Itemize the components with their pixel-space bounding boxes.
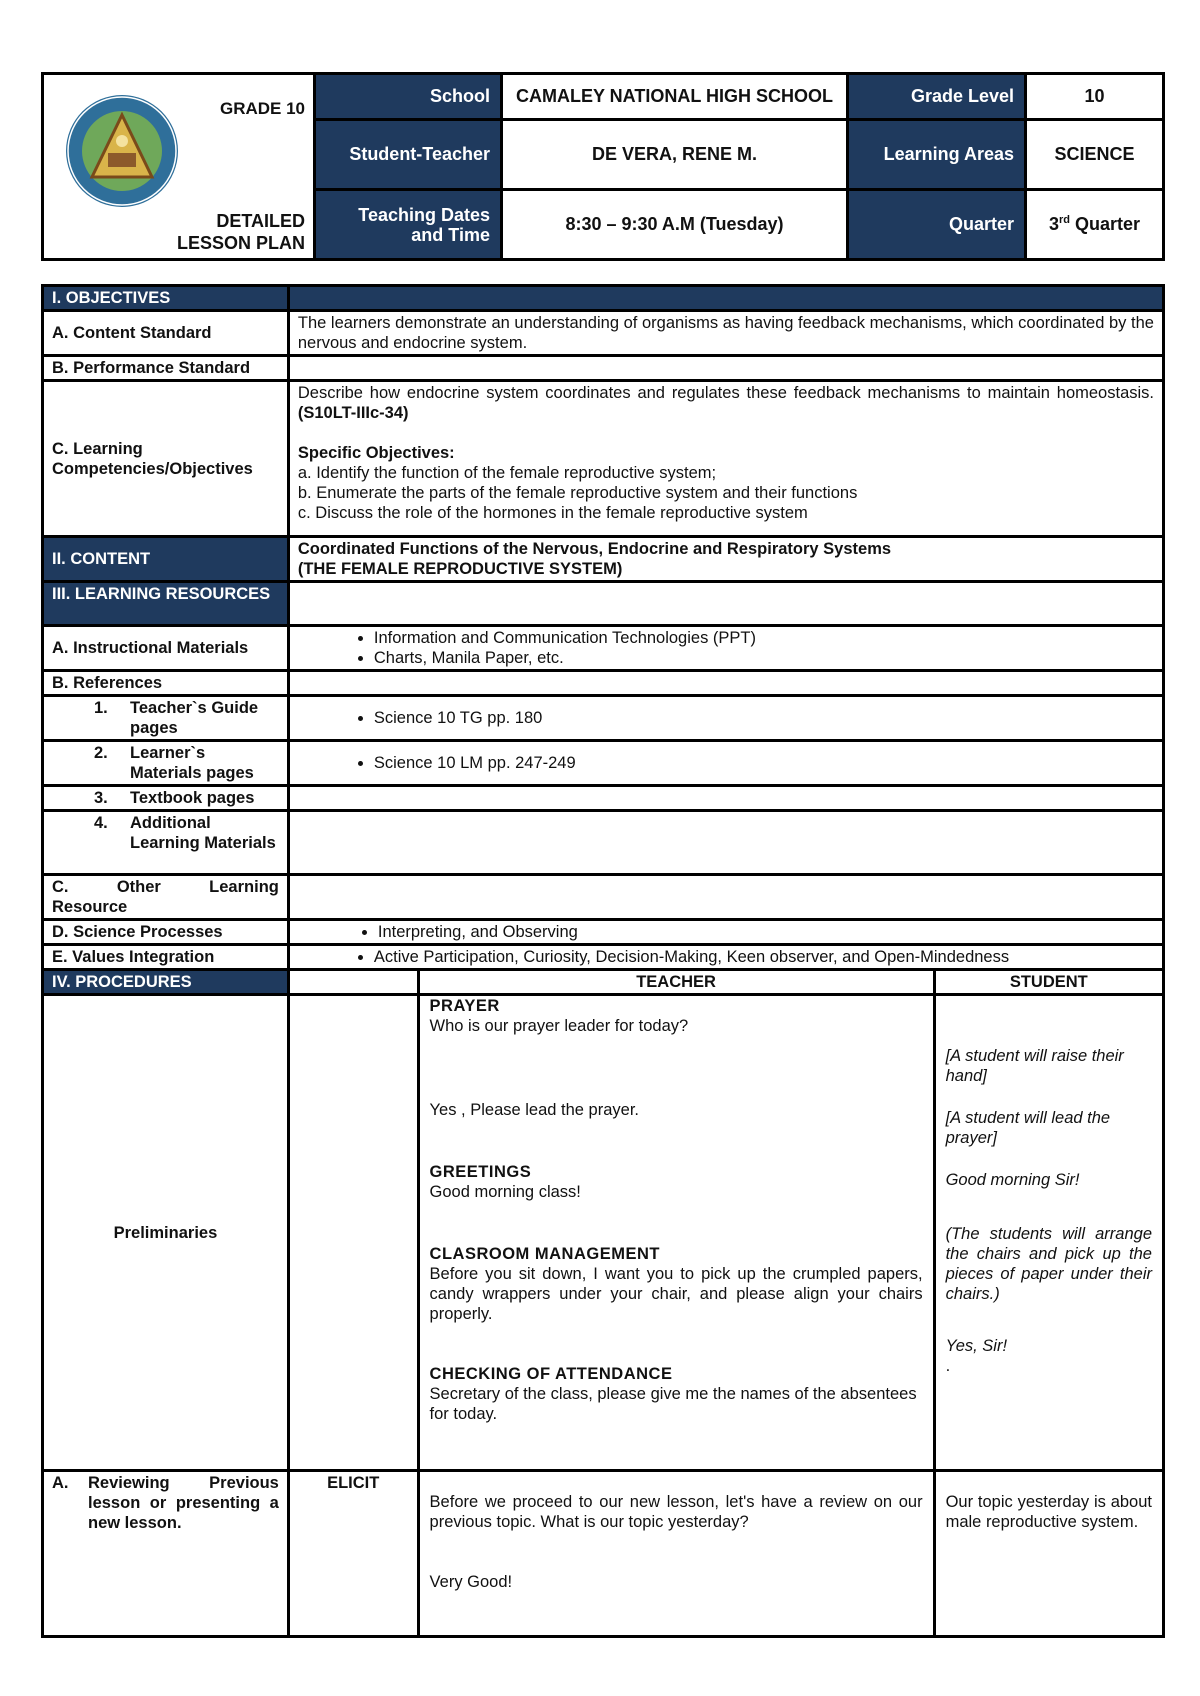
lm-pages-label: 2. Learner`s Materials pages [43,741,289,786]
quarter-value: 3rd Quarter [1026,190,1164,260]
specific-objective-item: c. Discuss the role of the hormones in the female reproductive system [297,504,808,522]
document-title: DETAILED LESSON PLAN [176,211,305,253]
learning-areas-label: Learning Areas [848,120,1026,190]
list-item: • Information and Communication Technologies (PPT) [374,628,1154,648]
references-label: B. References [43,671,289,696]
learning-areas-value: SCIENCE [1026,120,1164,190]
content-heading: II. CONTENT [43,537,289,582]
student-teacher-value: DE VERA, RENE M. [502,120,848,190]
header-title-cell [43,74,315,260]
grade-label: GRADE 10 [219,99,305,118]
elicit-label: ELICIT [288,1471,418,1637]
other-resources-label: C. Other Learning Resource [43,875,289,920]
teaching-dates-value: 8:30 – 9:30 A.M (Tuesday) [502,190,848,260]
school-value: CAMALEY NATIONAL HIGH SCHOOL [502,74,848,120]
science-processes-value: • Interpreting, and Observing [378,922,1154,942]
specific-objective-item: a. Identify the function of the female reproductive system; [297,464,717,482]
review-teacher: Before we proceed to our new lesson, let's have a review on our previous topic. What is our topic yesterday? Very Good! [418,1471,934,1637]
performance-standard-label: B. Performance Standard [43,356,289,381]
content-topic: Coordinated Functions of the Nervous, Endocrine and Respiratory Systems (THE FEMALE REPRODUCTIVE SYSTEM) [288,537,1163,582]
competencies-text: Describe how endocrine system coordinates and regulates these feedback mechanisms to maintain homeostasis. (S10LT-IIIc-34) Specific Objectives: a. Identify the function of the female reproductive system; b. Enumerate the parts of the female reproductive system and their functions c. Discuss the role of the hormones in the female reproductive system [288,381,1163,537]
content-standard-label: A. Content Standard [43,311,289,356]
quarter-label: Quarter [848,190,1026,260]
content-standard-text: The learners demonstrate an understanding of organisms as having feedback mechanisms, which coordinated by the nervous and endocrine system. [288,311,1163,356]
grade-level-label: Grade Level [848,74,1026,120]
tg-pages-value: • Science 10 TG pp. 180 [374,708,1154,728]
objectives-heading: I. OBJECTIVES [43,286,289,311]
preliminaries-student: [A student will raise their hand] [A student will lead the prayer] Good morning Sir! (The students will arrange the chairs and pick up the pieces of paper under their chairs.) Yes, Sir! . [934,995,1163,1471]
additional-materials-label: 4. Additional Learning Materials [43,811,289,875]
greetings-title: GREETINGS [429,1163,532,1181]
tg-pages-label: 1. Teacher`s Guide pages [43,696,289,741]
list-item: • Charts, Manila Paper, etc. [374,648,1154,668]
classroom-management-title: CLASROOM MANAGEMENT [429,1245,660,1263]
textbook-pages-label: 3. Textbook pages [43,786,289,811]
student-teacher-label: Student-Teacher [315,120,502,190]
objectives-band [288,286,1163,311]
teacher-column-header: TEACHER [418,970,934,995]
lesson-plan-table [41,284,1165,1638]
science-processes-label: D. Science Processes [43,920,289,945]
grade-level-value: 10 [1026,74,1164,120]
preliminaries-teacher: PRAYER Who is our prayer leader for today? Yes , Please lead the prayer. GREETINGS Good morning class! CLASROOM MANAGEMENT Before you sit down, I want you to pick up the crumpled papers, candy wrappers under your chair, and please align your chairs properly. CHECKING OF ATTENDANCE Secretary of the class, please give me the names of the absentees for today. [418,995,934,1471]
performance-standard-text [288,356,1163,381]
school-seal-logo [64,93,180,209]
specific-objective-item: b. Enumerate the parts of the female reproductive system and their functions [297,484,858,502]
prayer-title: PRAYER [429,997,500,1015]
values-integration-label: E. Values Integration [43,945,289,970]
instructional-materials-list [288,626,1163,671]
attendance-title: CHECKING OF ATTENDANCE [429,1365,673,1383]
preliminaries-label: Preliminaries [43,995,289,1471]
review-student: Our topic yesterday is about male reproductive system. [934,1471,1163,1637]
specific-objectives-heading: Specific Objectives: [297,444,455,462]
competencies-label: C. Learning Competencies/Objectives [43,381,289,537]
teaching-dates-label: Teaching Dates and Time [315,190,502,260]
instructional-materials-label: A. Instructional Materials [43,626,289,671]
lm-pages-value: • Science 10 LM pp. 247-249 [374,753,1154,773]
reviewing-label: A. Reviewing Previous lesson or presenting a new lesson. [43,1471,289,1637]
header-table [41,72,1165,261]
resources-heading: III. LEARNING RESOURCES [43,582,289,626]
school-label: School [315,74,502,120]
values-integration-value: • Active Participation, Curiosity, Decision-Making, Keen observer, and Open-Mindedness [374,947,1154,967]
procedures-heading: IV. PROCEDURES [43,970,289,995]
student-column-header: STUDENT [934,970,1163,995]
